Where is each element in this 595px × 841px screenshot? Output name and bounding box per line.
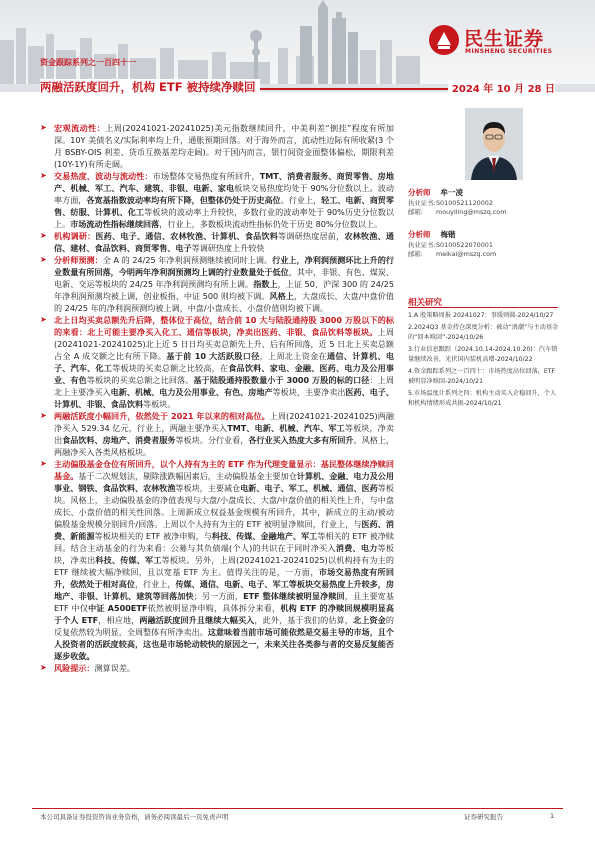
page-number: 1 xyxy=(550,812,555,820)
paragraph-text: 行业上，净利润预测环比上升的行业数量有所回落，今明两年净利润预测均上调的行业数量处于低位 xyxy=(54,255,394,277)
paragraph-text: 等板块。另外，上周(20241021-20241025)以机构持有为主的 ETF 继续被大幅净赎回，且以宽基 ETF 为主。值得关注的是，一方面， xyxy=(54,555,394,577)
summary-paragraph xyxy=(40,410,394,458)
paragraph-text: 全 A 的 24/25 年净利润预测继续被同时上调。 xyxy=(102,255,273,265)
analyst-card xyxy=(408,188,558,218)
analyst-name: 梅锴 xyxy=(440,230,456,239)
paragraph-heading: 交易热度、波动与流动性： xyxy=(54,171,153,181)
paragraph-text: 风格上 xyxy=(269,291,294,301)
report-date: 2024 年 10 月 28 日 xyxy=(448,80,555,95)
paragraph-text: 指数上 xyxy=(253,279,278,289)
email-label: 邮箱: xyxy=(408,208,423,217)
analyst-role: 分析师 xyxy=(408,188,431,197)
analyst-role: 分析师 xyxy=(408,230,431,239)
paragraph-heading: 宏观流动性： xyxy=(54,123,106,133)
report-title: 两融活跃度回升，机构 ETF 被持续净赎回 xyxy=(40,79,260,95)
paragraph-text: 等板块。分行业看， xyxy=(175,435,249,445)
summary-paragraph xyxy=(40,662,394,674)
paragraph-text: ，上证 50、沪深 300 的 24/25 年净利润预测均被上调，创业板指、中证 500 则均被下调。 xyxy=(54,279,394,301)
bullet-arrow-icon: ➤ xyxy=(40,255,47,264)
paragraph-text: 等板块的买卖总额之比回落。 xyxy=(86,375,194,385)
paragraph-text: 。风格上，两融净买入各类风格板块。 xyxy=(54,435,395,457)
summary-paragraph xyxy=(40,230,394,254)
paragraph-heading: 主动偏股基金仓位有所回升，以个人持有为主的 ETF 作为代理变量显示：基民整体继续净赎回基金。 xyxy=(54,459,394,481)
logo-emblem-icon xyxy=(428,24,460,56)
paragraph-text: 机构 ETF 的净赎回规模明显高于个人 ETF xyxy=(54,603,394,625)
related-research-item[interactable]: 2.2024Q3 基金持仓深度分析：被动“浪潮”与主动基金的“回本赎回”-2024/10/26 xyxy=(408,324,559,341)
paragraph-text: 市场流动性指标继续回落 xyxy=(70,219,160,229)
paragraph-text: 基于前 10 大活跃股口径 xyxy=(166,351,260,361)
analyst-email[interactable]: mouyiling@mszq.com xyxy=(436,208,507,217)
paragraph-text: ：上周北上主要净买入 xyxy=(54,375,394,397)
paragraph-text: 等板块的买卖总额之比较高，在 xyxy=(112,363,229,373)
paragraph-text: 科技、传媒、军工 xyxy=(95,555,162,565)
related-research-heading: 相关研究 xyxy=(408,296,558,308)
paragraph-text: 等板块相关的 ETF 被净申购，与 xyxy=(94,531,212,541)
paragraph-text: 食品饮料、家电、金融、医药、电力及公用事业、有色 xyxy=(54,363,394,385)
paragraph-text: 等板块，净卖出 xyxy=(54,423,394,445)
paragraph-text: 市场交易热度有所回升，依然处于相对高位 xyxy=(54,567,394,589)
paragraph-text: 计算机、金融、电力及公用事业、钢铁、食品饮料、农林牧渔 xyxy=(54,471,394,493)
related-research-item[interactable]: 1.A 股策略周报 20241027：事缓则圆-2024/10/27 xyxy=(408,312,554,319)
paragraph-text: 传媒、通信、电新、电子、军工等板块交易热度上升较多，房地产、非银、计算机、建筑等回落加快 xyxy=(54,579,394,601)
paragraph-text: ，且主要宽基 ETF 中仅 xyxy=(54,591,394,613)
paragraph-text: 的反复依然较为明显，全周整体有所净卖出。 xyxy=(54,615,394,637)
footer-disclaimer: 本公司具备证券投资咨询业务资格，请务必阅读最后一页免责声明 xyxy=(40,813,229,821)
paragraph-text: 基于二次规划法，剔除涨跌幅因素后，主动偏股基金主要加仓 xyxy=(78,471,297,481)
paragraph-text: 消费、电力 xyxy=(335,543,378,553)
paragraph-text: 依然被明显净申购，具体拆分来看， xyxy=(147,603,281,613)
paragraph-text: 等板块的波动率上升较快，多数行业的波动率处于 90%历史分位数以上。 xyxy=(54,207,394,229)
paragraph-text: 科技、传媒、金融地产、军工 xyxy=(211,531,318,541)
paragraph-text: 两融活跃度回升且继续大幅买入 xyxy=(139,615,255,625)
report-body xyxy=(40,122,394,674)
report-series: 资金跟踪系列之一百四十一 xyxy=(40,58,136,67)
logo-name: 民生证券 xyxy=(464,28,545,50)
analyst-photo xyxy=(465,108,523,180)
analyst-cert: S0100522070001 xyxy=(436,240,493,249)
paragraph-text: 医药、电子、通信、农林牧渔、计算机、食品饮料 xyxy=(95,231,279,241)
analyst-cert: S0100521120002 xyxy=(436,198,493,207)
paragraph-text: 。行业上， xyxy=(280,195,322,205)
related-research-item[interactable]: 3.行业信息跟踪（2024.10.14-2024.10.20)：汽车销量继续改善，光伏国内装机高增-2024/10/22 xyxy=(408,346,558,363)
company-logo xyxy=(428,24,588,60)
paragraph-text: 各行业买入热度大多有所回升 xyxy=(248,435,354,445)
paragraph-text: 等板块，主要减仓 xyxy=(175,483,241,493)
paragraph-text: 上周(20241021-20241025)两融净买入 529.34 亿元，行业上，两融主要净买入 xyxy=(54,411,394,433)
paragraph-text: 等调研热度上升较快 xyxy=(191,243,265,253)
bullet-arrow-icon: ➤ xyxy=(40,315,47,324)
logo-subtitle: MINSHENG SECURITIES xyxy=(465,48,553,55)
footer-divider xyxy=(32,808,563,809)
paragraph-text: ；另一方面， xyxy=(193,591,244,601)
paragraph-text: 医药、电子、计算机、非银、食品饮料 xyxy=(54,387,394,409)
paragraph-text: ，此外，基于我们的估算， xyxy=(254,615,353,625)
paragraph-text: 电新、机械、电力及公用事业、有色、房地产 xyxy=(110,387,273,397)
cert-label: 执业证书: xyxy=(408,198,436,207)
paragraph-text: 板块交易热度均处于 90%分位数以上。波动率方面， xyxy=(54,183,394,205)
bullet-arrow-icon: ➤ xyxy=(40,123,47,132)
bullet-arrow-icon: ➤ xyxy=(40,231,47,240)
related-research-item[interactable]: 5.市场温度计系列之四：机构主动买入企稳回升，个人和机构情绪形成共振-2024/10/21 xyxy=(408,390,557,407)
paragraph-text: ETF 整体继续被明显净赎回 xyxy=(243,591,345,601)
paragraph-text: 轻工、电新、商贸零售、纺服、计算机、化工 xyxy=(54,195,394,217)
related-research-list xyxy=(408,311,560,411)
paragraph-text: 等调研热度居前， xyxy=(278,231,345,241)
related-research-item[interactable]: 4.资金跟踪系列之一百四十：市场热度高位回落，ETF 被明显净赎回-2024/10/21 xyxy=(408,368,556,385)
paragraph-heading: 两融活跃度小幅回升，依然处于 2021 年以来的相对高位。 xyxy=(54,411,270,421)
paragraph-heading: 分析师预测： xyxy=(54,255,103,265)
paragraph-text: ，相应地， xyxy=(98,615,140,625)
paragraph-text: 农林牧渔、通信、建材、食品饮料、商贸零售、电子 xyxy=(54,231,394,253)
email-label: 邮箱: xyxy=(408,250,423,259)
paragraph-text: 这意味着当前市场可能依然是交易主导的市场，且个人投资者的活跃度较高，这也是市场轮动较快的原因之一，未来关注各类参与者的交易反复能否逐步收敛。 xyxy=(54,627,394,661)
paragraph-text: 等板块。风格上，主动偏股基金的净值表现与大盘/小盘成长、大盘/中盘价值的相关性上升，与中盘成长、小盘价值的相关性回落。上周新成立权益基金规模有所回升，其中，新成立的主动/被动偏股基金规模分别回升/回落。上周以个人持有为主的 ETF 被明显净赎回，行业上，与 xyxy=(54,483,394,529)
paragraph-text: ，大盘成长、大盘/中盘价值的 24/25 年的净利润预测均被上调，中盘/小盘成长、小盘价值则均被下调。 xyxy=(54,291,394,313)
paragraph-text: ，上周北上资金在 xyxy=(259,351,327,361)
analyst-name: 牟一凌 xyxy=(440,188,463,197)
paragraph-text: TMT、电新、机械、汽车、军工 xyxy=(227,423,345,433)
cert-label: 执业证书: xyxy=(408,240,436,249)
summary-paragraph xyxy=(40,254,394,314)
paragraph-text: 北上资金 xyxy=(352,615,386,625)
analyst-card xyxy=(408,230,558,260)
summary-paragraph xyxy=(40,170,394,230)
paragraph-text: 等相关的 ETF 被净赎回。结合主动基金的行为来看：公募与其负债端(个人)的共识在于同时净买入 xyxy=(54,531,394,553)
paragraph-heading: 机构调研： xyxy=(54,231,96,241)
paragraph-text: 等板块。 xyxy=(143,399,176,409)
paragraph-text: 市场整体交易热度有所回升， xyxy=(152,171,260,181)
paragraph-text: 医药、消费、新能源 xyxy=(54,519,394,541)
analyst-portrait-icon xyxy=(465,108,523,180)
bullet-arrow-icon: ➤ xyxy=(40,411,47,420)
paragraph-text: ，行业上，多数板块流动性指标仍处于历史 80%分位数以上。 xyxy=(159,219,383,229)
paragraph-text: ，行业上， xyxy=(134,579,176,589)
paragraph-text: 等板块，主要净卖出 xyxy=(272,387,346,397)
paragraph-text: 上周(20241021-20241025)美元指数继续回升，中美利差“倒挂”程度有所加深。10Y 美债名义/实际利率均上升，通胀预期回落。对于海外而言，流动性边际有所收紧(3 个月 BSBY-OIS 利差、货币互换基差均走阔)。对于国内而言，银行间资金面整体偏松，期限利差(10Y-1Y)有所走阔。 xyxy=(54,123,394,169)
summary-paragraph xyxy=(40,314,394,410)
bullet-arrow-icon: ➤ xyxy=(40,459,47,468)
summary-paragraph xyxy=(40,122,394,170)
bullet-arrow-icon: ➤ xyxy=(40,171,47,180)
bullet-arrow-icon: ➤ xyxy=(40,663,47,672)
paragraph-heading: 风险提示： xyxy=(54,663,95,673)
analyst-email[interactable]: meikai@mszq.com xyxy=(436,250,497,259)
paragraph-text: TMT、消费者服务、商贸零售、房地产、机械、军工、汽车、建筑、非银、电新、家电 xyxy=(54,171,394,193)
paragraph-text: 电新、电子、军工、机械、通信、医药 xyxy=(240,483,378,493)
paragraph-text: 通信、计算机、电子、汽车、化工 xyxy=(54,351,394,373)
paragraph-text: 各宽基指数波动率均有所下降，但整体仍处于历史高位 xyxy=(86,195,281,205)
paragraph-text: 测算误差。 xyxy=(94,663,135,673)
footer-doc-type: 证券研究报告 xyxy=(464,813,503,821)
summary-paragraph xyxy=(40,458,394,662)
paragraph-text: ，其中，非银、有色、煤炭、电新、交运等板块的 24/25 年净利润预测均有所上调。 xyxy=(54,267,394,289)
paragraph-heading: 北上日均买卖总额先升后降，整体位于高位，结合前 10 大与陆股通持股 3000 万股以下的标的来看：北上可能主要净买入化工、通信等板块，净卖出医药、非银、食品饮料等板块。 xyxy=(54,315,394,337)
paragraph-text: 上周(20241021-20241025)北上近 5 日日均买卖总额先上升、后有所回落，近 5 日北上买卖总额占全 A 成交额之比有所下降。 xyxy=(54,327,394,361)
paragraph-text: 中证 A500ETF xyxy=(88,603,148,613)
paragraph-text: 食品饮料、房地产、消费者服务 xyxy=(62,435,176,445)
paragraph-text: 等板块，净卖出 xyxy=(54,543,394,565)
paragraph-text: 基于陆股通持股数量小于 3000 万股的标的口径 xyxy=(193,375,370,385)
